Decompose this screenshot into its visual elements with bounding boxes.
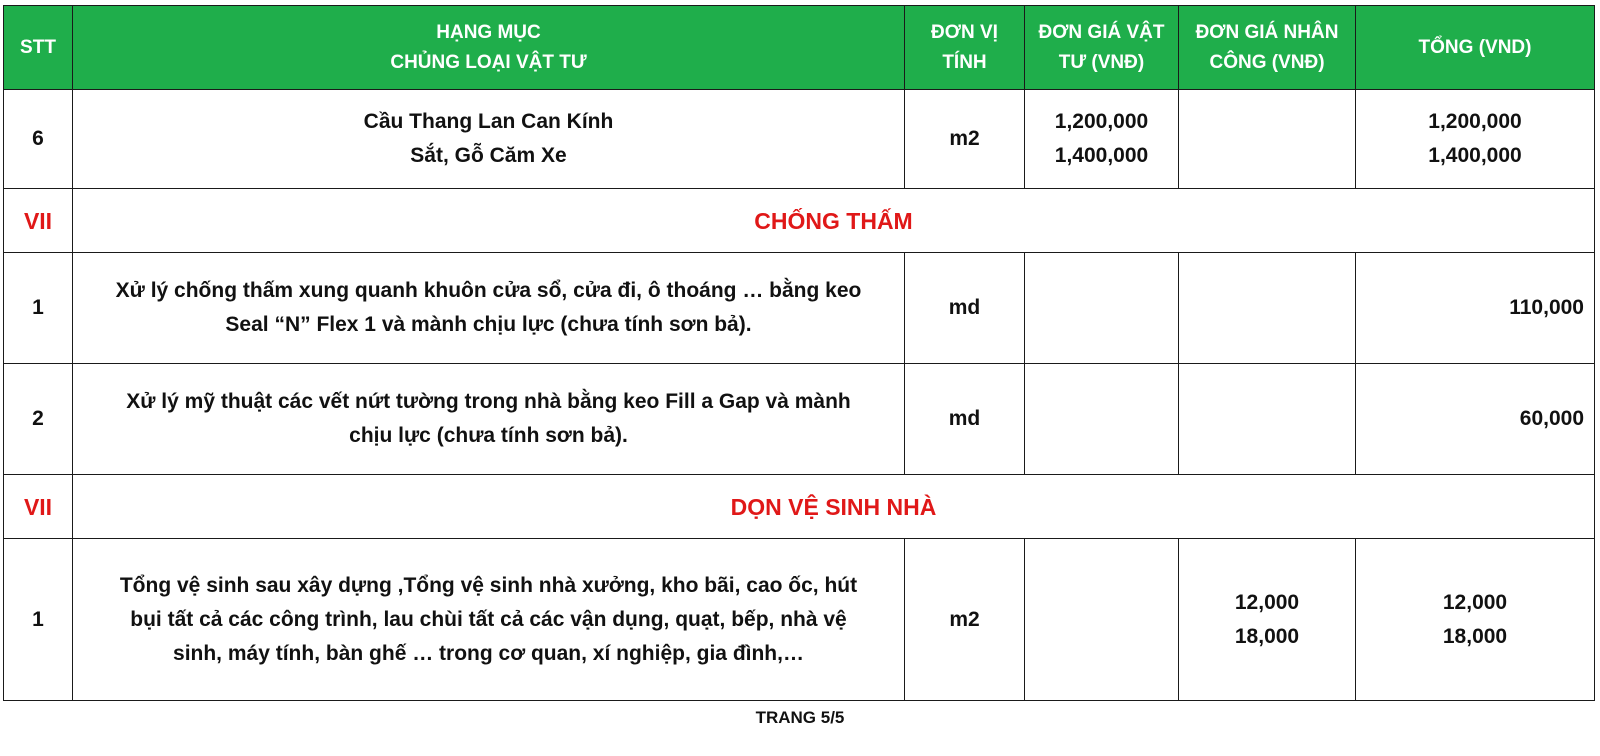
row-description-line2: chịu lực (chưa tính sơn bả). — [349, 424, 628, 447]
section-code: VII — [4, 475, 73, 539]
row-material-price — [1025, 539, 1179, 701]
row-labor-price — [1179, 364, 1356, 475]
row-material-price — [1025, 90, 1179, 189]
section-title: DỌN VỆ SINH NHÀ — [73, 475, 1595, 539]
table-header — [4, 6, 1595, 90]
row-stt: 2 — [4, 364, 73, 475]
row-stt: 1 — [4, 539, 73, 701]
header-material-line1: ĐƠN GIÁ VẬT — [1038, 21, 1165, 43]
section-code: VII — [4, 189, 73, 253]
row-description-line2: bụi tất cả các công trình, lau chùi tất cả các vận dụng, quạt, bếp, nhà vệ — [130, 607, 847, 631]
row-description-line1: Cầu Thang Lan Can Kính — [363, 110, 614, 133]
header-total: TỔNG (VND) — [1356, 6, 1595, 90]
row-description-line1: Tổng vệ sinh sau xây dựng ,Tổng vệ sinh nhà xưởng, kho bãi, cao ốc, hút — [119, 573, 858, 597]
row-description-line1: Xử lý mỹ thuật các vết nứt tường trong nhà bằng keo Fill a Gap và mành — [126, 390, 851, 413]
row-total — [1356, 90, 1595, 189]
row-description-line2: Seal “N” Flex 1 và mành chịu lực (chưa tính sơn bả). — [225, 313, 752, 336]
header-item — [73, 6, 905, 90]
row-description-line1: Xử lý chống thấm xung quanh khuôn cửa sổ, cửa đi, ô thoáng … bằng keo — [115, 279, 862, 302]
row-labor-price — [1179, 90, 1356, 189]
row-material-price-1: 1,200,000 — [1054, 110, 1149, 133]
row-unit: m2 — [905, 90, 1025, 189]
row-labor-price — [1179, 539, 1356, 701]
row-labor-price-2: 18,000 — [1234, 624, 1300, 648]
row-stt: 6 — [4, 90, 73, 189]
row-material-price-2: 1,400,000 — [1054, 144, 1149, 167]
header-material-line2: TƯ (VNĐ) — [1058, 51, 1145, 73]
header-labor-line1: ĐƠN GIÁ NHÂN — [1195, 21, 1339, 43]
header-labor-line2: CÔNG (VNĐ) — [1209, 51, 1325, 73]
row-total-2: 18,000 — [1442, 624, 1508, 648]
row-total-2: 1,400,000 — [1428, 144, 1522, 167]
section-row-waterproof — [4, 189, 1595, 253]
row-total-1: 12,000 — [1442, 590, 1508, 614]
header-unit-line2: TÍNH — [942, 51, 987, 73]
table-row — [4, 253, 1595, 364]
row-stt: 1 — [4, 253, 73, 364]
row-unit: md — [905, 253, 1025, 364]
header-material-price — [1025, 6, 1179, 90]
row-total: 110,000 — [1356, 253, 1595, 364]
section-row-cleaning — [4, 475, 1595, 539]
row-labor-price-1: 12,000 — [1234, 590, 1300, 614]
row-description — [73, 90, 905, 189]
row-description — [73, 364, 905, 475]
row-total: 60,000 — [1356, 364, 1595, 475]
row-description-line2: Sắt, Gỗ Căm Xe — [410, 144, 567, 167]
header-stt: STT — [4, 6, 73, 90]
header-unit-line1: ĐƠN VỊ — [931, 21, 998, 43]
row-total-1: 1,200,000 — [1428, 110, 1522, 133]
price-table — [3, 5, 1595, 701]
header-labor-price — [1179, 6, 1356, 90]
table-row — [4, 90, 1595, 189]
row-total — [1356, 539, 1595, 701]
header-unit — [905, 6, 1025, 90]
header-item-line2: CHỦNG LOẠI VẬT TƯ — [390, 51, 587, 73]
header-item-line1: HẠNG MỤC — [436, 21, 541, 43]
section-title: CHỐNG THẤM — [73, 189, 1595, 253]
row-description — [73, 539, 905, 701]
row-description — [73, 253, 905, 364]
table-row — [4, 364, 1595, 475]
row-description-line3: sinh, máy tính, bàn ghế … trong cơ quan, xí nghiệp, gia đình,… — [173, 641, 804, 665]
row-material-price — [1025, 364, 1179, 475]
table-row — [4, 539, 1595, 701]
page-number: TRANG 5/5 — [755, 708, 845, 727]
row-material-price — [1025, 253, 1179, 364]
row-unit: md — [905, 364, 1025, 475]
row-unit: m2 — [905, 539, 1025, 701]
row-labor-price — [1179, 253, 1356, 364]
